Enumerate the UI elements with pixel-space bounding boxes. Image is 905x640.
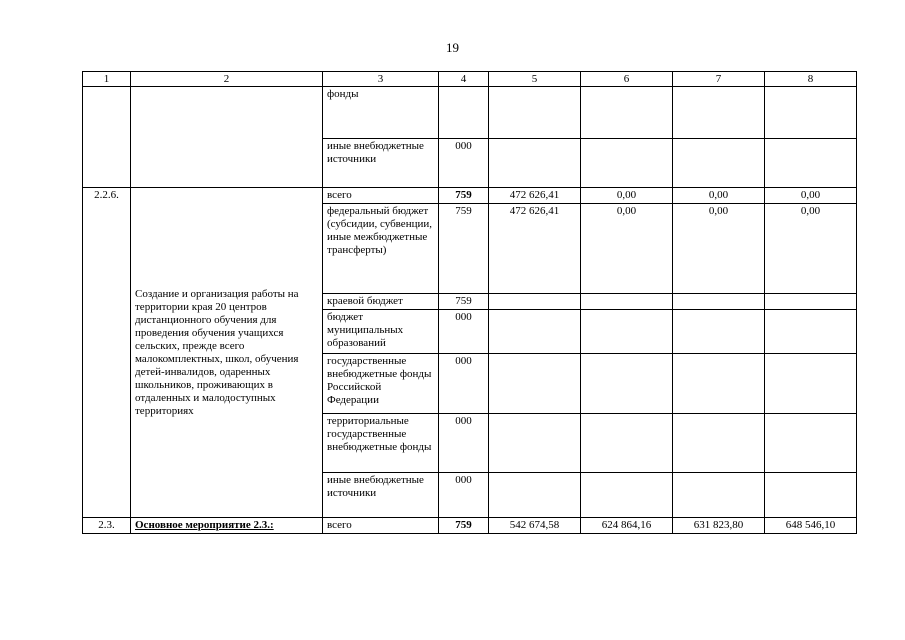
header-cell: 2 <box>131 72 323 87</box>
header-cell: 4 <box>439 72 489 87</box>
value-cell <box>489 139 581 188</box>
source-cell: всего <box>323 188 439 204</box>
table-row <box>83 87 857 139</box>
value-cell: 0,00 <box>581 188 673 204</box>
code-cell: 000 <box>439 139 489 188</box>
header-cell: 1 <box>83 72 131 87</box>
code-cell: 759 <box>439 518 489 534</box>
value-cell <box>673 87 765 139</box>
value-cell <box>765 139 857 188</box>
value-cell <box>581 414 673 473</box>
code-cell: 759 <box>439 204 489 294</box>
value-cell <box>673 139 765 188</box>
value-cell: 624 864,16 <box>581 518 673 534</box>
value-cell <box>673 473 765 518</box>
item-number: 2.2.6. <box>83 188 131 518</box>
source-cell: федеральный бюджет (субсидии, субвенции, иные межбюджетные трансферты) <box>323 204 439 294</box>
value-cell <box>673 414 765 473</box>
value-cell <box>765 294 857 310</box>
header-cell: 7 <box>673 72 765 87</box>
value-cell <box>489 354 581 414</box>
value-cell: 648 546,10 <box>765 518 857 534</box>
value-cell <box>581 139 673 188</box>
code-cell <box>439 87 489 139</box>
code-cell: 000 <box>439 473 489 518</box>
value-cell <box>765 354 857 414</box>
value-cell <box>765 414 857 473</box>
value-cell: 542 674,58 <box>489 518 581 534</box>
source-cell: иные внебюджетные источники <box>323 139 439 188</box>
value-cell <box>489 473 581 518</box>
code-cell: 000 <box>439 414 489 473</box>
header-row <box>83 72 857 87</box>
table-row <box>83 188 857 204</box>
header-cell: 6 <box>581 72 673 87</box>
value-cell <box>581 87 673 139</box>
value-cell <box>765 310 857 354</box>
empty-number-cell <box>83 87 131 188</box>
code-cell: 000 <box>439 310 489 354</box>
header-cell: 8 <box>765 72 857 87</box>
value-cell: 0,00 <box>581 204 673 294</box>
value-cell: 0,00 <box>673 204 765 294</box>
value-cell <box>581 354 673 414</box>
value-cell <box>489 87 581 139</box>
source-cell: фонды <box>323 87 439 139</box>
value-cell <box>673 294 765 310</box>
value-cell <box>765 87 857 139</box>
budget-table <box>82 71 857 534</box>
value-cell <box>489 294 581 310</box>
code-cell: 759 <box>439 294 489 310</box>
value-cell: 631 823,80 <box>673 518 765 534</box>
source-cell: государственные внебюджетные фонды Российской Федерации <box>323 354 439 414</box>
header-cell: 5 <box>489 72 581 87</box>
value-cell: 0,00 <box>673 188 765 204</box>
code-cell: 000 <box>439 354 489 414</box>
value-cell: 472 626,41 <box>489 204 581 294</box>
source-cell: всего <box>323 518 439 534</box>
page-number: 19 <box>446 40 459 55</box>
value-cell <box>765 473 857 518</box>
item-description: Основное мероприятие 2.3.: <box>131 518 323 534</box>
item-number: 2.3. <box>83 518 131 534</box>
table-row <box>83 518 857 534</box>
value-cell <box>489 414 581 473</box>
value-cell: 0,00 <box>765 188 857 204</box>
value-cell <box>489 310 581 354</box>
code-cell: 759 <box>439 188 489 204</box>
value-cell: 0,00 <box>765 204 857 294</box>
value-cell <box>673 310 765 354</box>
header-cell: 3 <box>323 72 439 87</box>
item-description: Создание и организация работы на территории края 20 центров дистанционного обучения для проведения обучения учащихся сельских, прежде всего малокомплектных, школ, обучения детей-инвалидов, одаренных школьников, проживающих в отдаленных и малодоступных территориях <box>131 188 323 518</box>
source-cell: бюджет муниципальных образований <box>323 310 439 354</box>
source-cell: территориальные государственные внебюджетные фонды <box>323 414 439 473</box>
value-cell <box>673 354 765 414</box>
value-cell: 472 626,41 <box>489 188 581 204</box>
empty-description-cell <box>131 87 323 188</box>
value-cell <box>581 473 673 518</box>
value-cell <box>581 294 673 310</box>
value-cell <box>581 310 673 354</box>
source-cell: иные внебюджетные источники <box>323 473 439 518</box>
source-cell: краевой бюджет <box>323 294 439 310</box>
